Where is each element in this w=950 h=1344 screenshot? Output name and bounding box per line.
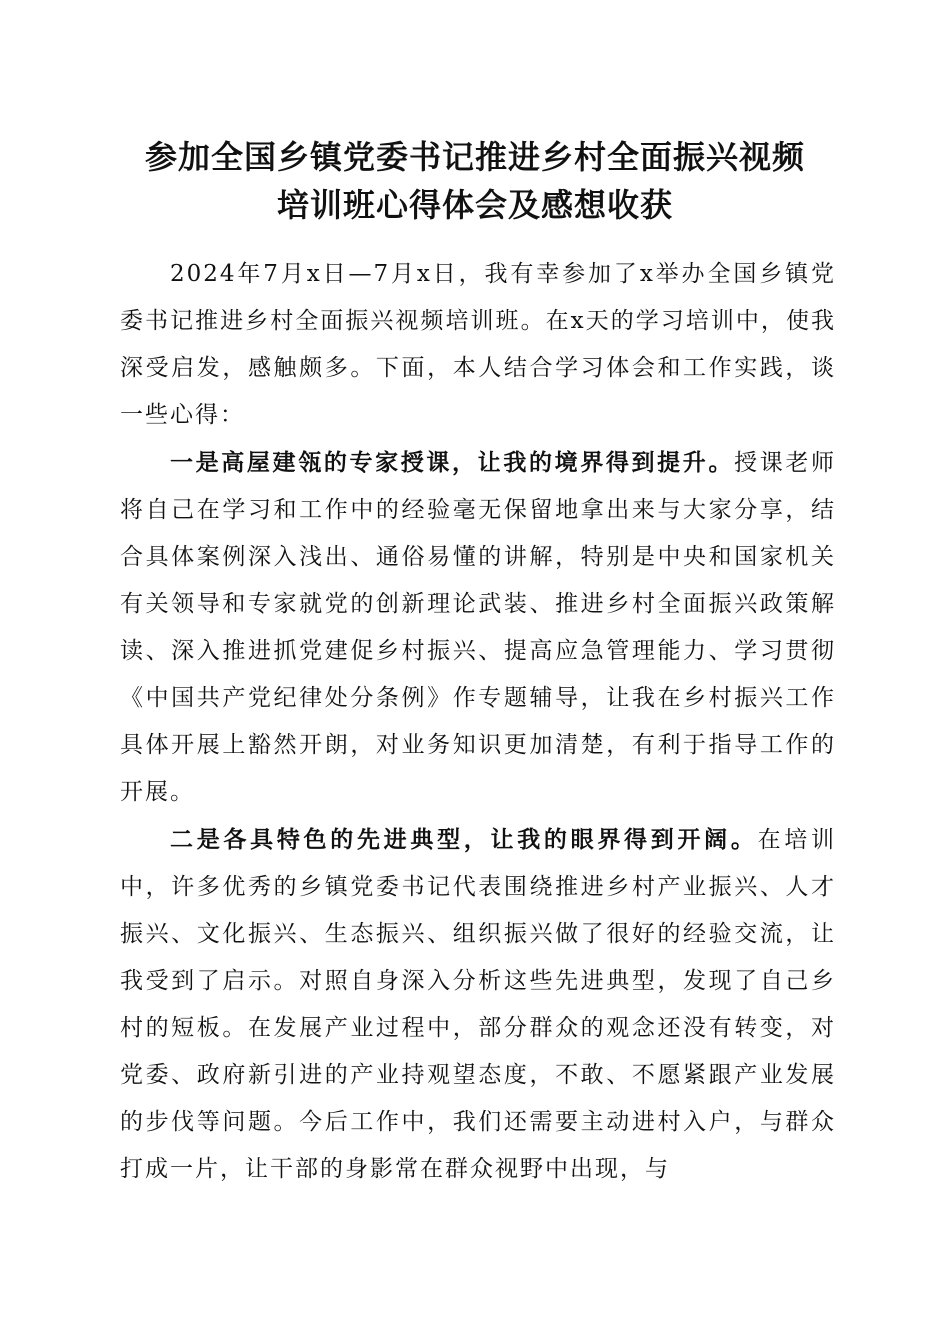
paragraph-text: 授课老师将自己在学习和工作中的经验毫无保留地拿出来与大家分享，结合具体案例深入浅出、通俗易懂的讲解，特别是中央和国家机关有关领导和专家就党的创新理论武装、推进乡村全面振兴政策解读、深入推进抓党建促乡村振兴、提高应急管理能力、学习贯彻《中国共产党纪律处分条例》作专题辅导，让我在乡村振兴工作具体开展上豁然开朗，对业务知识更加清楚，有利于指导工作的开展。 — [120, 450, 837, 805]
paragraph-text: 2024年7月x日—7月x日，我有幸参加了x举办全国乡镇党委书记推进乡村全面振兴视频培训班。在x天的学习培训中，使我深受启发，感触颇多。下面，本人结合学习体会和工作实践，谈一些心得： — [120, 261, 836, 428]
paragraph-lead: 二是各具特色的先进典型，让我的眼界得到开阔。 — [170, 826, 758, 853]
paragraph-point-two — [120, 816, 836, 1193]
title-line-2: 培训班心得体会及感想收获 — [276, 186, 673, 224]
paragraph-text: 在培训中，许多优秀的乡镇党委书记代表围绕推进乡村产业振兴、人才振兴、文化振兴、生态振兴、组织振兴做了很好的经验交流，让我受到了启示。对照自身深入分析这些先进典型，发现了自己乡村的短板。在发展产业过程中，部分群众的观念还没有转变，对党委、政府新引进的产业持观望态度，不敢、不愿紧跟产业发展的步伐等问题。今后工作中，我们还需要主动进村入户，与群众打成一片，让干部的身影常在群众视野中出现，与 — [120, 827, 837, 1182]
document-title — [100, 133, 850, 229]
paragraph-intro — [120, 251, 836, 439]
document-body — [120, 251, 836, 1193]
paragraph-point-one — [120, 439, 836, 816]
title-line-1: 参加全国乡镇党委书记推进乡村全面振兴视频 — [144, 138, 805, 176]
paragraph-lead: 一是高屋建瓴的专家授课，让我的境界得到提升。 — [170, 449, 735, 476]
